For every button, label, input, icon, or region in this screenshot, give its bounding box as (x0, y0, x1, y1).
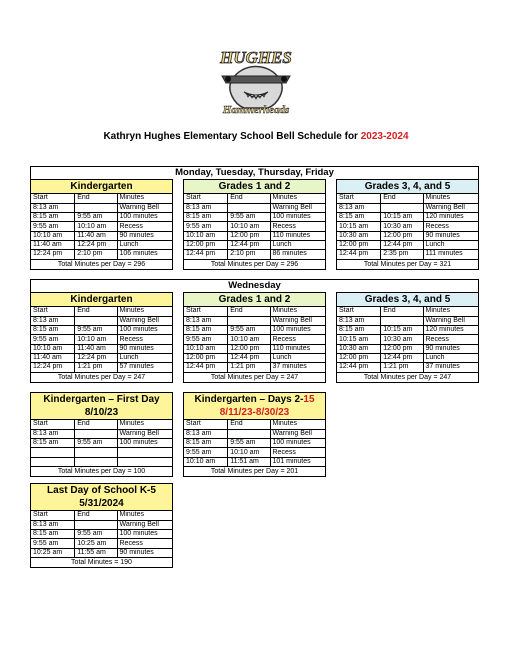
minutes-cell: Warning Bell (117, 520, 172, 529)
table-row (184, 316, 325, 325)
minutes-cell: Lunch (117, 240, 172, 249)
table-row (337, 231, 478, 240)
end-header: End (228, 420, 270, 429)
schedule-table (31, 307, 172, 373)
minutes-cell: 100 minutes (117, 530, 172, 539)
end-cell (75, 316, 117, 325)
svg-text:Hammerheads: Hammerheads (222, 104, 290, 116)
table-header-row (31, 307, 172, 316)
minutes-cell: 37 minutes (270, 363, 325, 372)
table-row (31, 353, 172, 362)
panel-title (31, 484, 172, 511)
table-row (337, 344, 478, 353)
start-cell: 8:13 am (184, 316, 228, 325)
panel-title: Kindergarten (31, 293, 172, 307)
end-header: End (228, 194, 270, 203)
schedule-table (31, 420, 172, 467)
table-header-row (337, 194, 478, 203)
minutes-header: Minutes (423, 194, 478, 203)
panel-title: Kindergarten (31, 180, 172, 194)
minutes-cell: Warning Bell (117, 316, 172, 325)
minutes-cell: Recess (423, 222, 478, 231)
table-row (184, 335, 325, 344)
schedule-table (184, 194, 325, 260)
end-header: End (75, 420, 117, 429)
start-cell: 8:15 am (31, 439, 75, 448)
table-row (31, 530, 172, 539)
end-header: End (381, 307, 423, 316)
total-minutes: Total Minutes = 190 (71, 558, 132, 566)
panel-wed-kindergarten (30, 292, 173, 383)
table-row (337, 213, 478, 222)
table-row (31, 548, 172, 557)
end-cell: 12:44 pm (228, 240, 270, 249)
panel-title-text: Last Day of School K-5 (47, 485, 156, 496)
table-row (31, 520, 172, 529)
start-cell: 12:44 pm (184, 363, 228, 372)
table-row (184, 457, 325, 466)
minutes-cell: Warning Bell (270, 316, 325, 325)
minutes-cell: Recess (270, 222, 325, 231)
start-header: Start (31, 420, 75, 429)
end-cell: 12:44 pm (381, 353, 423, 362)
minutes-cell: 86 minutes (270, 250, 325, 259)
minutes-header: Minutes (117, 194, 172, 203)
table-row (184, 213, 325, 222)
start-cell: 10:10 am (31, 344, 75, 353)
end-cell: 2:10 pm (75, 250, 117, 259)
end-cell: 12:24 pm (75, 240, 117, 249)
table-row (31, 448, 172, 457)
start-cell: 12:44 pm (337, 363, 381, 372)
minutes-header: Minutes (270, 420, 325, 429)
minutes-cell: 90 minutes (117, 344, 172, 353)
start-header: Start (31, 511, 75, 520)
end-cell: 9:55 am (75, 213, 117, 222)
end-cell: 9:55 am (75, 439, 117, 448)
minutes-header: Minutes (270, 307, 325, 316)
start-cell: 8:15 am (31, 530, 75, 539)
table-row (31, 316, 172, 325)
total-minutes: Total Minutes per Day = 247 (363, 373, 452, 381)
table-row (337, 326, 478, 335)
end-cell: 1:21 pm (228, 363, 270, 372)
end-cell: 9:55 am (75, 530, 117, 539)
total-minutes: Total Minutes per Day = 296 (210, 260, 299, 268)
end-cell: 10:10 am (75, 335, 117, 344)
panel-mtthf-kindergarten (30, 179, 173, 270)
table-row (31, 457, 172, 466)
schedule-table (31, 194, 172, 260)
start-cell: 8:13 am (31, 203, 75, 212)
minutes-cell: Warning Bell (270, 429, 325, 438)
end-header: End (381, 194, 423, 203)
start-cell: 10:15 am (337, 222, 381, 231)
panel-kindergarten-days-2-15 (183, 392, 326, 477)
start-cell: 12:00 pm (184, 240, 228, 249)
total-minutes: Total Minutes per Day = 247 (57, 373, 146, 381)
table-row (31, 429, 172, 438)
table-row (184, 231, 325, 240)
section-heading-mtthf: Monday, Tuesday, Thursday, Friday (30, 166, 479, 179)
minutes-cell: 100 minutes (270, 439, 325, 448)
end-cell: 10:10 am (228, 222, 270, 231)
start-cell: 12:00 pm (184, 353, 228, 362)
minutes-cell (117, 448, 172, 457)
table-row (184, 439, 325, 448)
end-cell: 11:40 am (75, 231, 117, 240)
page-title: Kathryn Hughes Elementary School Bell Schedule for 2023-2024 (103, 131, 409, 142)
start-cell: 8:13 am (337, 203, 381, 212)
start-header: Start (184, 194, 228, 203)
table-row (31, 344, 172, 353)
end-cell: 11:55 am (75, 548, 117, 557)
end-cell (228, 316, 270, 325)
minutes-header: Minutes (117, 420, 172, 429)
start-cell: 8:15 am (337, 213, 381, 222)
minutes-cell: Lunch (270, 353, 325, 362)
table-row (337, 222, 478, 231)
total-minutes: Total Minutes per Day = 296 (57, 260, 146, 268)
schedule-table (31, 511, 172, 558)
minutes-cell: 111 minutes (423, 250, 478, 259)
end-cell (381, 316, 423, 325)
table-header-row (337, 307, 478, 316)
start-cell: 11:40 am (31, 240, 75, 249)
minutes-cell: 100 minutes (117, 213, 172, 222)
table-header-row (31, 194, 172, 203)
start-header: Start (184, 420, 228, 429)
table-header-row (31, 420, 172, 429)
panel-title-text: Kindergarten – Days 2-15 (194, 394, 315, 405)
panel-title: Grades 1 and 2 (184, 293, 325, 307)
minutes-cell: Lunch (423, 240, 478, 249)
minutes-cell: 90 minutes (117, 231, 172, 240)
panel-mtthf-grades-3-4-5 (336, 179, 479, 270)
start-cell: 8:13 am (184, 429, 228, 438)
start-cell: 8:15 am (184, 213, 228, 222)
end-cell: 10:25 am (75, 539, 117, 548)
start-cell: 9:55 am (31, 222, 75, 231)
minutes-cell: 100 minutes (270, 326, 325, 335)
minutes-cell: 100 minutes (117, 439, 172, 448)
table-row (31, 231, 172, 240)
minutes-cell: Recess (270, 448, 325, 457)
minutes-cell: 90 minutes (423, 344, 478, 353)
end-cell (75, 429, 117, 438)
table-row (337, 240, 478, 249)
minutes-cell: 57 minutes (117, 363, 172, 372)
total-minutes: Total Minutes per Day = 201 (210, 467, 299, 475)
panel-wed-grades-1-2 (183, 292, 326, 383)
end-cell: 10:10 am (75, 222, 117, 231)
schedule-table (337, 194, 478, 260)
start-cell: 9:55 am (31, 539, 75, 548)
start-cell: 12:00 pm (337, 240, 381, 249)
start-cell: 10:25 am (31, 548, 75, 557)
start-cell: 8:15 am (31, 326, 75, 335)
table-header-row (184, 194, 325, 203)
minutes-cell: Lunch (423, 353, 478, 362)
total-minutes: Total Minutes per Day = 100 (57, 467, 146, 475)
minutes-cell: 106 minutes (117, 250, 172, 259)
total-minutes: Total Minutes per Day = 247 (210, 373, 299, 381)
panel-mtthf-grades-1-2 (183, 179, 326, 270)
end-cell (381, 203, 423, 212)
schedule-table (184, 307, 325, 373)
table-row (184, 363, 325, 372)
table-row (184, 203, 325, 212)
start-cell: 10:30 am (337, 344, 381, 353)
start-cell: 12:24 pm (31, 363, 75, 372)
table-row (337, 335, 478, 344)
start-cell: 11:40 am (31, 353, 75, 362)
end-cell: 12:00 pm (381, 231, 423, 240)
table-row (31, 326, 172, 335)
table-row (337, 363, 478, 372)
end-cell: 9:55 am (228, 439, 270, 448)
start-cell: 10:10 am (31, 231, 75, 240)
start-cell (31, 457, 75, 466)
svg-text:HUGHES: HUGHES (220, 48, 292, 67)
minutes-cell: 100 minutes (117, 326, 172, 335)
start-cell: 8:13 am (31, 520, 75, 529)
end-header: End (75, 307, 117, 316)
start-cell: 9:55 am (184, 335, 228, 344)
end-cell: 2:35 pm (381, 250, 423, 259)
end-cell: 12:00 pm (228, 344, 270, 353)
start-cell: 10:10 am (184, 457, 228, 466)
minutes-cell: Recess (423, 335, 478, 344)
start-cell: 12:44 pm (337, 250, 381, 259)
panel-wed-grades-3-4-5 (336, 292, 479, 383)
start-cell: 12:24 pm (31, 250, 75, 259)
minutes-cell: Warning Bell (423, 203, 478, 212)
panel-title: Grades 1 and 2 (184, 180, 325, 194)
end-cell: 10:30 am (381, 222, 423, 231)
table-row (31, 335, 172, 344)
table-row (184, 429, 325, 438)
start-cell: 10:30 am (337, 231, 381, 240)
end-cell: 10:15 am (381, 213, 423, 222)
start-header: Start (31, 194, 75, 203)
panel-last-day-of-school (30, 483, 173, 568)
end-cell: 10:10 am (228, 448, 270, 457)
table-row (184, 448, 325, 457)
start-cell: 8:13 am (31, 316, 75, 325)
table-row (31, 213, 172, 222)
end-cell (75, 203, 117, 212)
start-cell: 9:55 am (31, 335, 75, 344)
end-cell (75, 520, 117, 529)
start-cell: 8:15 am (337, 326, 381, 335)
minutes-cell (117, 457, 172, 466)
total-minutes: Total Minutes per Day = 321 (363, 260, 452, 268)
table-row (184, 344, 325, 353)
start-cell: 9:55 am (184, 448, 228, 457)
end-cell: 2:10 pm (228, 250, 270, 259)
minutes-header: Minutes (117, 307, 172, 316)
minutes-cell: 110 minutes (270, 231, 325, 240)
table-header-row (31, 511, 172, 520)
minutes-cell: Recess (117, 539, 172, 548)
table-row (31, 439, 172, 448)
table-row (31, 363, 172, 372)
minutes-cell: Lunch (270, 240, 325, 249)
minutes-cell: Warning Bell (117, 203, 172, 212)
end-cell (228, 203, 270, 212)
panel-title: Grades 3, 4, and 5 (337, 293, 478, 307)
panel-title: Grades 3, 4, and 5 (337, 180, 478, 194)
end-header: End (228, 307, 270, 316)
minutes-header: Minutes (423, 307, 478, 316)
end-cell: 10:15 am (381, 326, 423, 335)
end-header: End (75, 194, 117, 203)
end-cell: 10:10 am (228, 335, 270, 344)
table-row (184, 222, 325, 231)
table-header-row (184, 307, 325, 316)
table-row (337, 353, 478, 362)
schedule-table (184, 420, 325, 467)
table-row (31, 203, 172, 212)
minutes-cell: 101 minutes (270, 457, 325, 466)
minutes-header: Minutes (117, 511, 172, 520)
start-cell: 8:15 am (184, 439, 228, 448)
schedule-table (337, 307, 478, 373)
minutes-cell: Lunch (117, 353, 172, 362)
panel-date: 5/31/2024 (79, 498, 124, 509)
table-header-row (184, 420, 325, 429)
minutes-cell: 90 minutes (117, 548, 172, 557)
end-cell: 12:00 pm (228, 231, 270, 240)
table-row (31, 250, 172, 259)
end-cell (75, 448, 117, 457)
start-cell: 8:15 am (184, 326, 228, 335)
minutes-cell: 120 minutes (423, 326, 478, 335)
end-header: End (75, 511, 117, 520)
start-header: Start (31, 307, 75, 316)
panel-date: 8/10/23 (84, 407, 119, 418)
table-row (184, 353, 325, 362)
end-cell (228, 429, 270, 438)
start-cell: 8:13 am (337, 316, 381, 325)
end-cell: 1:21 pm (75, 363, 117, 372)
table-row (31, 222, 172, 231)
panel-title (31, 393, 172, 420)
minutes-cell: Warning Bell (117, 429, 172, 438)
end-cell: 10:30 am (381, 335, 423, 344)
table-row (337, 203, 478, 212)
end-cell: 1:21 pm (381, 363, 423, 372)
table-row (184, 250, 325, 259)
minutes-cell: Recess (117, 335, 172, 344)
start-cell: 10:10 am (184, 344, 228, 353)
minutes-header: Minutes (270, 194, 325, 203)
start-cell: 8:13 am (31, 429, 75, 438)
end-cell: 12:24 pm (75, 353, 117, 362)
minutes-cell: 120 minutes (423, 213, 478, 222)
minutes-cell: 37 minutes (423, 363, 478, 372)
panel-date: 8/11/23-8/30/23 (219, 407, 290, 418)
end-cell: 12:00 pm (381, 344, 423, 353)
table-row (184, 240, 325, 249)
end-cell: 12:44 pm (228, 353, 270, 362)
hammerheads-logo (212, 46, 300, 116)
start-cell: 9:55 am (184, 222, 228, 231)
end-cell: 9:55 am (228, 213, 270, 222)
start-cell: 10:15 am (337, 335, 381, 344)
start-header: Start (337, 307, 381, 316)
start-cell: 10:10 am (184, 231, 228, 240)
start-cell: 8:13 am (184, 203, 228, 212)
table-row (337, 250, 478, 259)
table-row (31, 240, 172, 249)
panel-kindergarten-first-day (30, 392, 173, 477)
table-row (184, 326, 325, 335)
panel-title (184, 393, 325, 420)
panel-title-text: Kindergarten – First Day (43, 394, 160, 405)
end-cell: 12:44 pm (381, 240, 423, 249)
start-cell: 12:44 pm (184, 250, 228, 259)
minutes-cell: 100 minutes (270, 213, 325, 222)
end-cell: 11:40 am (75, 344, 117, 353)
table-row (31, 539, 172, 548)
end-cell: 9:55 am (228, 326, 270, 335)
minutes-cell: 90 minutes (423, 231, 478, 240)
minutes-cell: Warning Bell (423, 316, 478, 325)
minutes-cell: Warning Bell (270, 203, 325, 212)
table-row (337, 316, 478, 325)
section-heading-wednesday: Wednesday (30, 279, 479, 292)
start-cell (31, 448, 75, 457)
end-cell: 11:51 am (228, 457, 270, 466)
start-cell: 12:00 pm (337, 353, 381, 362)
end-cell: 9:55 am (75, 326, 117, 335)
minutes-cell: 110 minutes (270, 344, 325, 353)
end-cell (75, 457, 117, 466)
start-cell: 8:15 am (31, 213, 75, 222)
start-header: Start (184, 307, 228, 316)
minutes-cell: Recess (117, 222, 172, 231)
start-header: Start (337, 194, 381, 203)
minutes-cell: Recess (270, 335, 325, 344)
